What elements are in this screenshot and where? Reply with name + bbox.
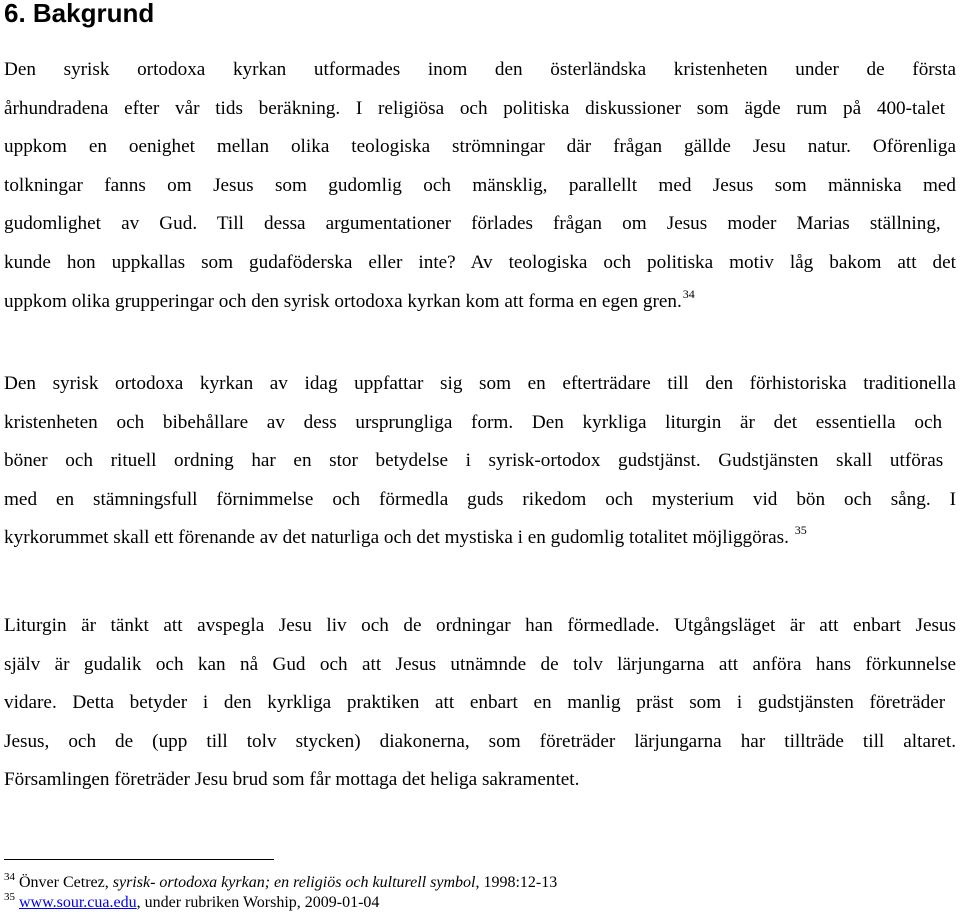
footnote-text: , 1998:12-13 (475, 874, 558, 891)
footnote-author: Önver Cetrez, (19, 874, 113, 891)
paragraph-line: kristenheten och bibehållare av dess ursprungliga form. Den kyrkliga liturgin är det essentiella och (4, 411, 943, 433)
footnote-ref-34[interactable]: 34 (682, 286, 695, 301)
footnote-35 (4, 891, 380, 912)
paragraph-line: kunde hon uppkallas som gudaföderska eller inte? Av teologiska och politiska motiv låg bakom att det (4, 251, 956, 273)
paragraph-line: Den syrisk ortodoxa kyrkan utformades inom den österländska kristenheten under de första (4, 59, 956, 80)
footnote-title: syrisk- ortodoxa kyrkan; en religiös och kulturell symbol (112, 874, 476, 891)
paragraph-line: Liturgin är tänkt att avspegla Jesu liv och de ordningar han förmedlade. Utgångsläget är att enbart Jesus (4, 615, 956, 636)
footnote-34 (4, 871, 558, 892)
paragraph-line: med en stämningsfull förnimmelse och förmedla guds rikedom och mysterium vid bön och sång. I (4, 488, 956, 510)
footnote-number: 35 (4, 891, 15, 904)
paragraph-line: vidare. Detta betyder i den kyrkliga praktiken att enbart en manlig präst som i gudstjänsten företräder (4, 692, 946, 714)
paragraph-1 (4, 51, 956, 321)
paragraph-line: böner och rituell ordning har en stor betydelse i syrisk-ortodox gudstjänst. Gudstjänsten skall utföras (4, 450, 944, 472)
footnote-number: 34 (4, 871, 15, 884)
footnote-separator (4, 859, 274, 860)
footnote-ref-35[interactable]: 35 (794, 523, 807, 538)
paragraph-2 (4, 365, 956, 558)
paragraph-line: Församlingen företräder Jesu brud som får mottaga det heliga sakramentet. (4, 769, 580, 791)
paragraph-line: Jesus, och de (upp till tolv stycken) diakonerna, som företräder lärjungarna har tillträde till altaret. (4, 730, 956, 752)
paragraph-line: kyrkorummet skall ett förenande av det naturliga och det mystiska i en gudomlig totalitet möjliggöras. (4, 527, 789, 549)
section-heading: 6. Bakgrund (4, 0, 155, 28)
paragraph-3 (4, 607, 956, 800)
footnote-text: , under rubriken Worship, 2009-01-04 (136, 894, 380, 911)
footnote-link[interactable]: www.sour.cua.edu (19, 894, 137, 911)
paragraph-line: århundradena efter vår tids beräkning. I religiösa och politiska diskussioner som ägde rum på 400-talet (4, 97, 946, 119)
paragraph-line: uppkom olika grupperingar och den syrisk ortodoxa kyrkan kom att forma en egen gren. (4, 290, 682, 312)
paragraph-line-with-ref (4, 519, 956, 558)
paragraph-line: tolkningar fanns om Jesus som gudomlig och mänsklig, parallellt med Jesus som människa med (4, 174, 956, 196)
paragraph-line: Den syrisk ortodoxa kyrkan av idag uppfattar sig som en efterträdare till den förhistoriska traditionella (4, 373, 956, 394)
paragraph-line-with-ref (4, 283, 956, 322)
paragraph-line: gudomlighet av Gud. Till dessa argumentationer förlades frågan om Jesus moder Marias ställning, (4, 213, 941, 235)
paragraph-line: själv är gudalik och kan nå Gud och att Jesus utnämnde de tolv lärjungarna att anföra hans förkunnelse (4, 653, 956, 675)
paragraph-line: uppkom en oenighet mellan olika teologiska strömningar där frågan gällde Jesu natur. Oförenliga (4, 136, 956, 158)
